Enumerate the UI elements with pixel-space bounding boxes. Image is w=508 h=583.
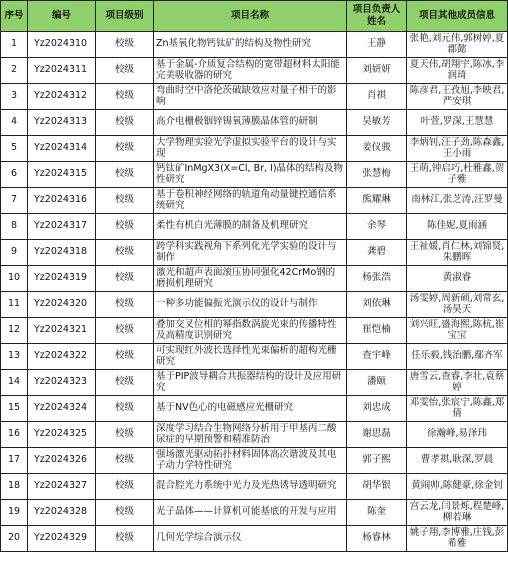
cell-level: 校级 <box>96 214 154 240</box>
cell-members: 南林江,张芝涛,汪罗曼 <box>407 188 508 214</box>
cell-no: 15 <box>1 396 28 422</box>
cell-code: Yz2024317 <box>28 214 96 240</box>
table-row <box>1 110 508 136</box>
cell-members: 曹孝祺,耿深,罗晨 <box>407 448 508 474</box>
table-row <box>1 214 508 240</box>
cell-project-name: 混合腔光力系统中光力及光热诱导透明研究 <box>154 474 347 500</box>
header-row <box>1 1 508 32</box>
cell-lead: 崔恺楠 <box>347 318 407 344</box>
cell-level: 校级 <box>96 162 154 188</box>
cell-members: 叶萱,罗深,王慧慧 <box>407 110 508 136</box>
cell-level: 校级 <box>96 266 154 292</box>
table-row <box>1 58 508 84</box>
cell-no: 4 <box>1 110 28 136</box>
cell-lead: 查宇峰 <box>347 344 407 370</box>
table-header <box>1 1 508 32</box>
cell-members: 唐雪云,查睿,李壮,袁蔡婷 <box>407 370 508 396</box>
cell-code: Yz2024328 <box>28 500 96 526</box>
cell-lead: 刘依琳 <box>347 292 407 318</box>
cell-no: 9 <box>1 240 28 266</box>
cell-lead: 胡华银 <box>347 474 407 500</box>
cell-no: 11 <box>1 292 28 318</box>
cell-no: 7 <box>1 188 28 214</box>
header-code: 编号 <box>28 1 96 32</box>
cell-members: 徐瀚峰,易泽玮 <box>407 422 508 448</box>
cell-level: 校级 <box>96 136 154 162</box>
cell-no: 6 <box>1 162 28 188</box>
cell-lead: 王静 <box>347 32 407 58</box>
cell-code: Yz2024327 <box>28 474 96 500</box>
cell-code: Yz2024313 <box>28 110 96 136</box>
cell-level: 校级 <box>96 318 154 344</box>
cell-project-name: 跨学科实践视角下系列化光学实验的设计与制作 <box>154 240 347 266</box>
cell-members: 李炳钊,汪子劲,陈森鑫,王小雨 <box>407 136 508 162</box>
cell-no: 17 <box>1 448 28 474</box>
cell-code: Yz2024321 <box>28 318 96 344</box>
table-row <box>1 526 508 552</box>
cell-project-name: 钙钛矿InMgX3(X=Cl, Br, I)晶体的结构及物性研究 <box>154 162 347 188</box>
table-row <box>1 396 508 422</box>
cell-code: Yz2024320 <box>28 292 96 318</box>
cell-members: 邓雯怡,张宸宁,陈鑫,郑倩 <box>407 396 508 422</box>
table-row <box>1 370 508 396</box>
cell-no: 1 <box>1 32 28 58</box>
cell-level: 校级 <box>96 32 154 58</box>
cell-project-name: 基于PIP波导耦合共振器结构的设计及应用研究 <box>154 370 347 396</box>
header-name: 项目名称 <box>154 1 347 32</box>
cell-no: 2 <box>1 58 28 84</box>
header-lead: 项目负责人姓名 <box>347 1 407 32</box>
cell-lead: 陈奎 <box>347 500 407 526</box>
cell-project-name: 基于NV色心的电磁感应光栅研究 <box>154 396 347 422</box>
cell-level: 校级 <box>96 396 154 422</box>
cell-project-name: 激光和超声表面滚压协同强化42CrMo钢的磨损机理研究 <box>154 266 347 292</box>
cell-no: 8 <box>1 214 28 240</box>
cell-no: 18 <box>1 474 28 500</box>
table-row <box>1 266 508 292</box>
header-members: 项目其他成员信息 <box>407 1 508 32</box>
cell-level: 校级 <box>96 84 154 110</box>
cell-no: 14 <box>1 370 28 396</box>
cell-lead: 熊耀琳 <box>347 188 407 214</box>
cell-members: 汤雯婷,周新硕,刘常玄,汤昊天 <box>407 292 508 318</box>
cell-code: Yz2024314 <box>28 136 96 162</box>
cell-project-name: 深度学习结合生物网络分析用于甲基丙二酸尿症的早期预警和精准防治 <box>154 422 347 448</box>
cell-lead: 杨张浩 <box>347 266 407 292</box>
cell-level: 校级 <box>96 188 154 214</box>
cell-no: 20 <box>1 526 28 552</box>
cell-members: 黄闹帅,陈健豪,徐金钊 <box>407 474 508 500</box>
cell-lead: 潘颐 <box>347 370 407 396</box>
table-row <box>1 474 508 500</box>
cell-members: 姚子翔,李博雅,庄钱,彭希雅 <box>407 526 508 552</box>
table-row <box>1 422 508 448</box>
cell-members: 张艳,刘元伟,郭树婷,夏郡懿 <box>407 32 508 58</box>
cell-lead: 郭子熙 <box>347 448 407 474</box>
cell-no: 16 <box>1 422 28 448</box>
cell-lead: 龚碧 <box>347 240 407 266</box>
cell-lead: 余琴 <box>347 214 407 240</box>
table-row <box>1 448 508 474</box>
cell-members: 刘兴旺,盛海熙,陈杭,崔宝宝 <box>407 318 508 344</box>
cell-level: 校级 <box>96 474 154 500</box>
cell-code: Yz2024310 <box>28 32 96 58</box>
cell-members: 王萌,钟启巧,杜雅鑫,贺子雅 <box>407 162 508 188</box>
cell-code: Yz2024329 <box>28 526 96 552</box>
cell-lead: 肖祺 <box>347 84 407 110</box>
cell-level: 校级 <box>96 58 154 84</box>
cell-members: 任乐毅,钱治鹏,鄢齐军 <box>407 344 508 370</box>
cell-lead: 吴敏芳 <box>347 110 407 136</box>
cell-lead: 刘妍妍 <box>347 58 407 84</box>
cell-code: Yz2024311 <box>28 58 96 84</box>
table-row <box>1 344 508 370</box>
cell-no: 12 <box>1 318 28 344</box>
table-row <box>1 136 508 162</box>
cell-project-name: 一种多功能偏振光演示仪的设计与制作 <box>154 292 347 318</box>
cell-code: Yz2024318 <box>28 240 96 266</box>
table-row <box>1 188 508 214</box>
cell-members: 黄淑睿 <box>407 266 508 292</box>
cell-members: 陈佳妮,夏雨涵 <box>407 214 508 240</box>
table-row <box>1 32 508 58</box>
table-body <box>1 32 508 552</box>
cell-lead: 姜仪骏 <box>347 136 407 162</box>
cell-members: 夏天伟,胡翔宇,陈冰,李润琦 <box>407 58 508 84</box>
cell-lead: 杨睿林 <box>347 526 407 552</box>
cell-code: Yz2024324 <box>28 396 96 422</box>
table-row <box>1 292 508 318</box>
cell-lead: 谢思磊 <box>347 422 407 448</box>
cell-level: 校级 <box>96 500 154 526</box>
cell-code: Yz2024312 <box>28 84 96 110</box>
cell-level: 校级 <box>96 370 154 396</box>
cell-level: 校级 <box>96 292 154 318</box>
cell-code: Yz2024319 <box>28 266 96 292</box>
table-row <box>1 318 508 344</box>
cell-members: 王祉媛,肖仁林,刘锦贤,朱鹏晖 <box>407 240 508 266</box>
cell-code: Yz2024316 <box>28 188 96 214</box>
cell-project-name: 柔性有机白光薄膜的制备及机理研究 <box>154 214 347 240</box>
cell-project-name: Zn基氧化物钙钛矿的结构及物性研究 <box>154 32 347 58</box>
header-no: 序号 <box>1 1 28 32</box>
cell-project-name: 叠加交叉位相的幂指数涡旋光束的传播特性及高精度识别研究 <box>154 318 347 344</box>
cell-no: 3 <box>1 84 28 110</box>
cell-project-name: 基于金属-介质复合结构的宽带超材料太阳能完美吸收器的研究 <box>154 58 347 84</box>
cell-project-name: 基于卷积神经网络的轨道角动量键控通信系统研究 <box>154 188 347 214</box>
cell-code: Yz2024326 <box>28 448 96 474</box>
cell-no: 10 <box>1 266 28 292</box>
cell-members: 陈彦君,王孜旭,李映君,严安琪 <box>407 84 508 110</box>
table-row <box>1 84 508 110</box>
cell-no: 5 <box>1 136 28 162</box>
table-row <box>1 500 508 526</box>
cell-project-name: 高介电栅极铟锌锡氧薄膜晶体管的研制 <box>154 110 347 136</box>
cell-lead: 刘忠成 <box>347 396 407 422</box>
cell-project-name: 强场激光驱动拓扑材料固体高次谐波及其电子动力学特性研究 <box>154 448 347 474</box>
cell-level: 校级 <box>96 344 154 370</box>
cell-project-name: 几何光学综合演示仪 <box>154 526 347 552</box>
header-level: 项目级别 <box>96 1 154 32</box>
table-row <box>1 240 508 266</box>
cell-code: Yz2024323 <box>28 370 96 396</box>
cell-level: 校级 <box>96 110 154 136</box>
cell-level: 校级 <box>96 448 154 474</box>
cell-code: Yz2024325 <box>28 422 96 448</box>
cell-level: 校级 <box>96 526 154 552</box>
cell-lead: 张慧梅 <box>347 162 407 188</box>
cell-project-name: 光子晶体——计算机可能基底的开发与应用 <box>154 500 347 526</box>
cell-no: 13 <box>1 344 28 370</box>
cell-project-name: 可实现红外波长选择性光束偏析的超构光栅研究 <box>154 344 347 370</box>
cell-project-name: 弯曲时空中洛伦茨破缺效应对量子相干的影响 <box>154 84 347 110</box>
cell-members: 宫云龙,闫景烁,程楚峰,柳若琳 <box>407 500 508 526</box>
cell-level: 校级 <box>96 240 154 266</box>
table-row <box>1 162 508 188</box>
cell-code: Yz2024315 <box>28 162 96 188</box>
cell-level: 校级 <box>96 422 154 448</box>
cell-no: 19 <box>1 500 28 526</box>
cell-code: Yz2024322 <box>28 344 96 370</box>
cell-project-name: 大学物理实验光学虚拟实验平台的设计与实现 <box>154 136 347 162</box>
